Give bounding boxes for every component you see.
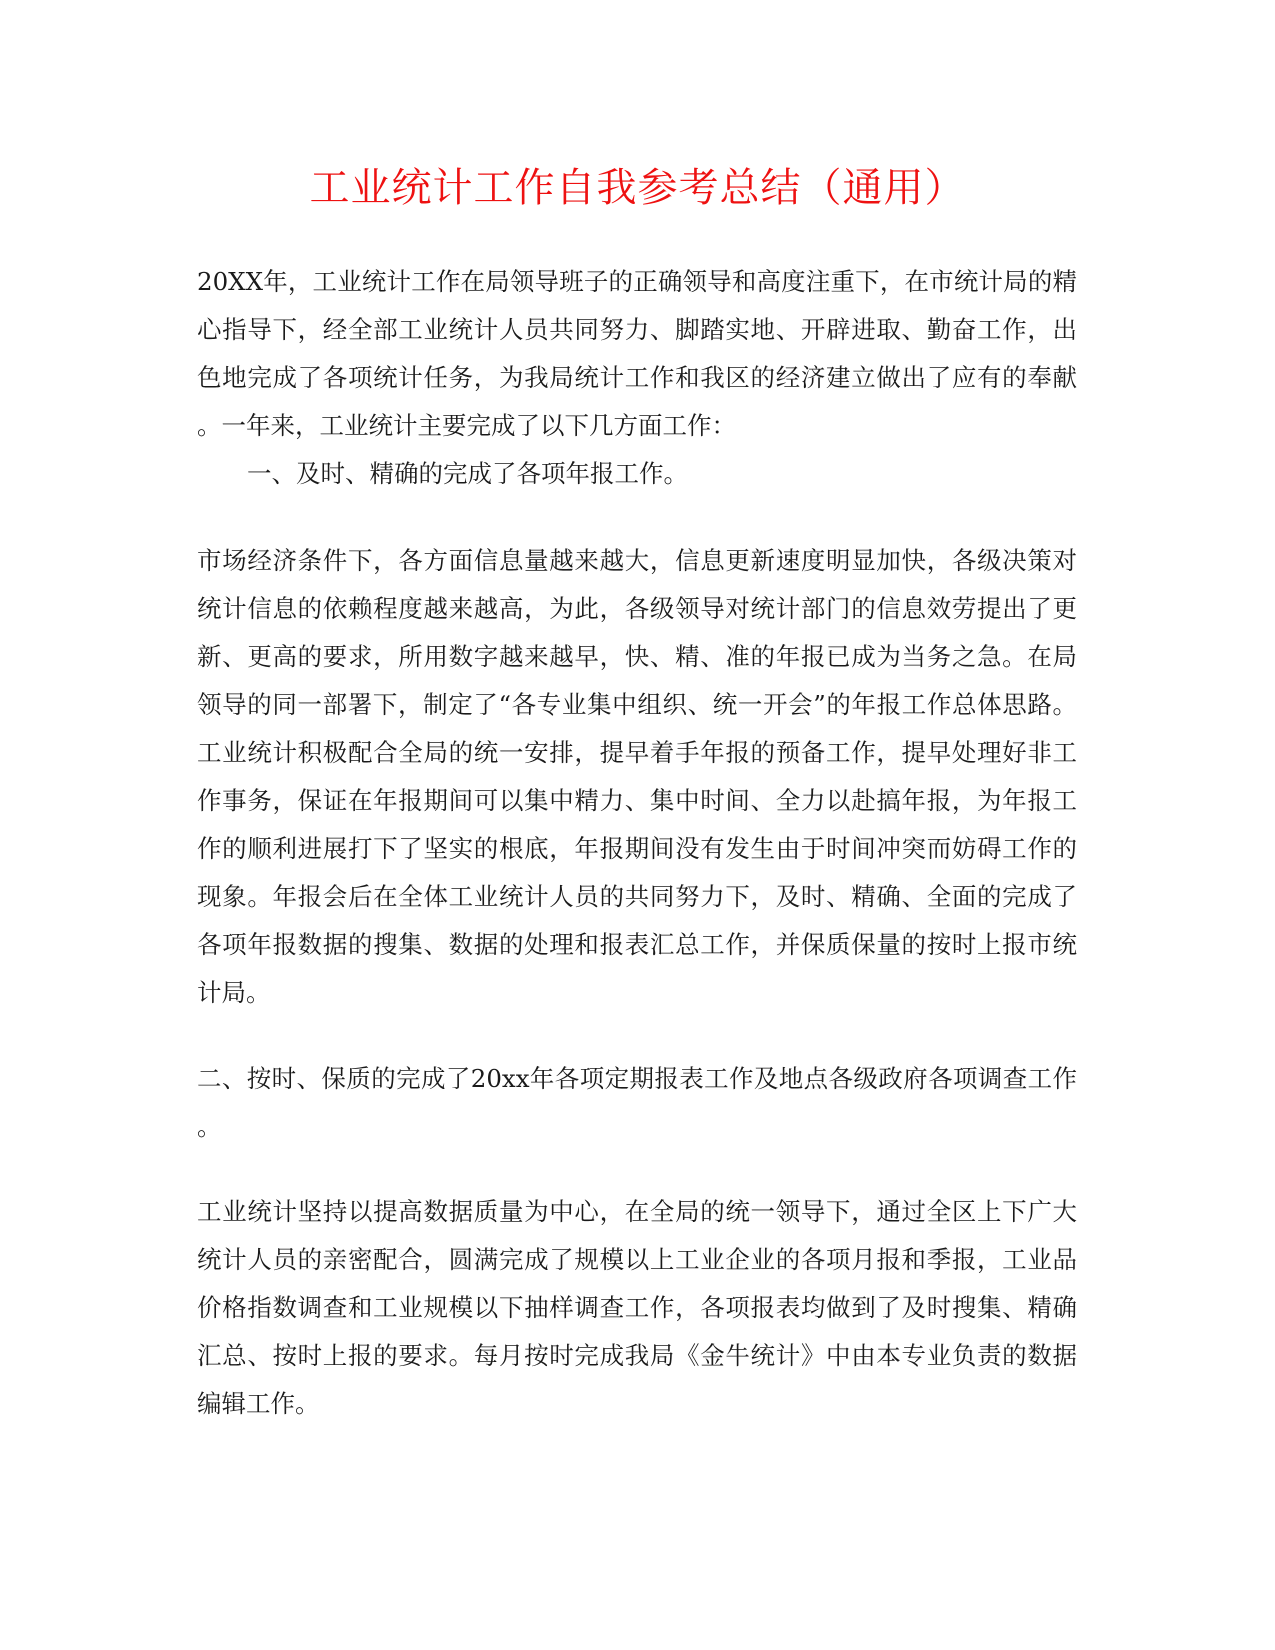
text-line: 作事务，保证在年报期间可以集中精力、集中时间、全力以赴搞年报，为年报工 (197, 786, 1077, 815)
text-line: 作的顺利进展打下了坚实的根底，年报期间没有发生由于时间冲突而妨碍工作的 (197, 834, 1077, 863)
section-heading-1: 一、及时、精确的完成了各项年报工作。 (247, 459, 688, 488)
text-line: 工业统计坚持以提高数据质量为中心，在全局的统一领导下，通过全区上下广大 (197, 1197, 1077, 1226)
text-line: 汇总、按时上报的要求。每月按时完成我局《金牛统计》中由本专业负责的数据 (197, 1341, 1077, 1370)
section-1-paragraph (197, 537, 1077, 1017)
text-line: 。一年来，工业统计主要完成了以下几方面工作： (197, 411, 736, 440)
text-line: 统计信息的依赖程度越来越高，为此，各级领导对统计部门的信息效劳提出了更 (197, 594, 1077, 623)
text-line: 心指导下，经全部工业统计人员共同努力、脚踏实地、开辟进取、勤奋工作，出 (197, 315, 1077, 344)
text-line: 色地完成了各项统计任务，为我局统计工作和我区的经济建立做出了应有的奉献 (197, 363, 1077, 392)
text-line: 新、更高的要求，所用数字越来越早，快、精、准的年报已成为当务之急。在局 (197, 642, 1077, 671)
text-line: 20XX年，工业统计工作在局领导班子的正确领导和高度注重下，在市统计局的精 (197, 267, 1077, 296)
document-title: 工业统计工作自我参考总结（通用） (309, 165, 966, 211)
text-line: 统计人员的亲密配合，圆满完成了规模以上工业企业的各项月报和季报，工业品 (197, 1245, 1077, 1274)
section-2-paragraph (197, 1188, 1077, 1428)
text-line: 各项年报数据的搜集、数据的处理和报表汇总工作，并保质保量的按时上报市统 (197, 930, 1077, 959)
text-line: 领导的同一部署下，制定了“各专业集中组织、统一开会”的年报工作总体思路。 (197, 690, 1077, 719)
section-heading-2 (197, 1055, 1077, 1151)
intro-paragraph (197, 258, 1077, 498)
text-line: 二、按时、保质的完成了20xx年各项定期报表工作及地点各级政府各项调查工作 (197, 1064, 1077, 1093)
text-line: 工业统计积极配合全局的统一安排，提早着手年报的预备工作，提早处理好非工 (197, 738, 1077, 767)
text-line: 市场经济条件下，各方面信息量越来越大，信息更新速度明显加快，各级决策对 (197, 546, 1077, 575)
text-line: 计局。 (197, 978, 271, 1007)
text-line: 。 (197, 1112, 222, 1141)
text-line: 现象。年报会后在全体工业统计人员的共同努力下，及时、精确、全面的完成了 (197, 882, 1077, 911)
text-line: 价格指数调查和工业规模以下抽样调查工作，各项报表均做到了及时搜集、精确 (197, 1293, 1077, 1322)
text-line: 编辑工作。 (197, 1389, 320, 1418)
